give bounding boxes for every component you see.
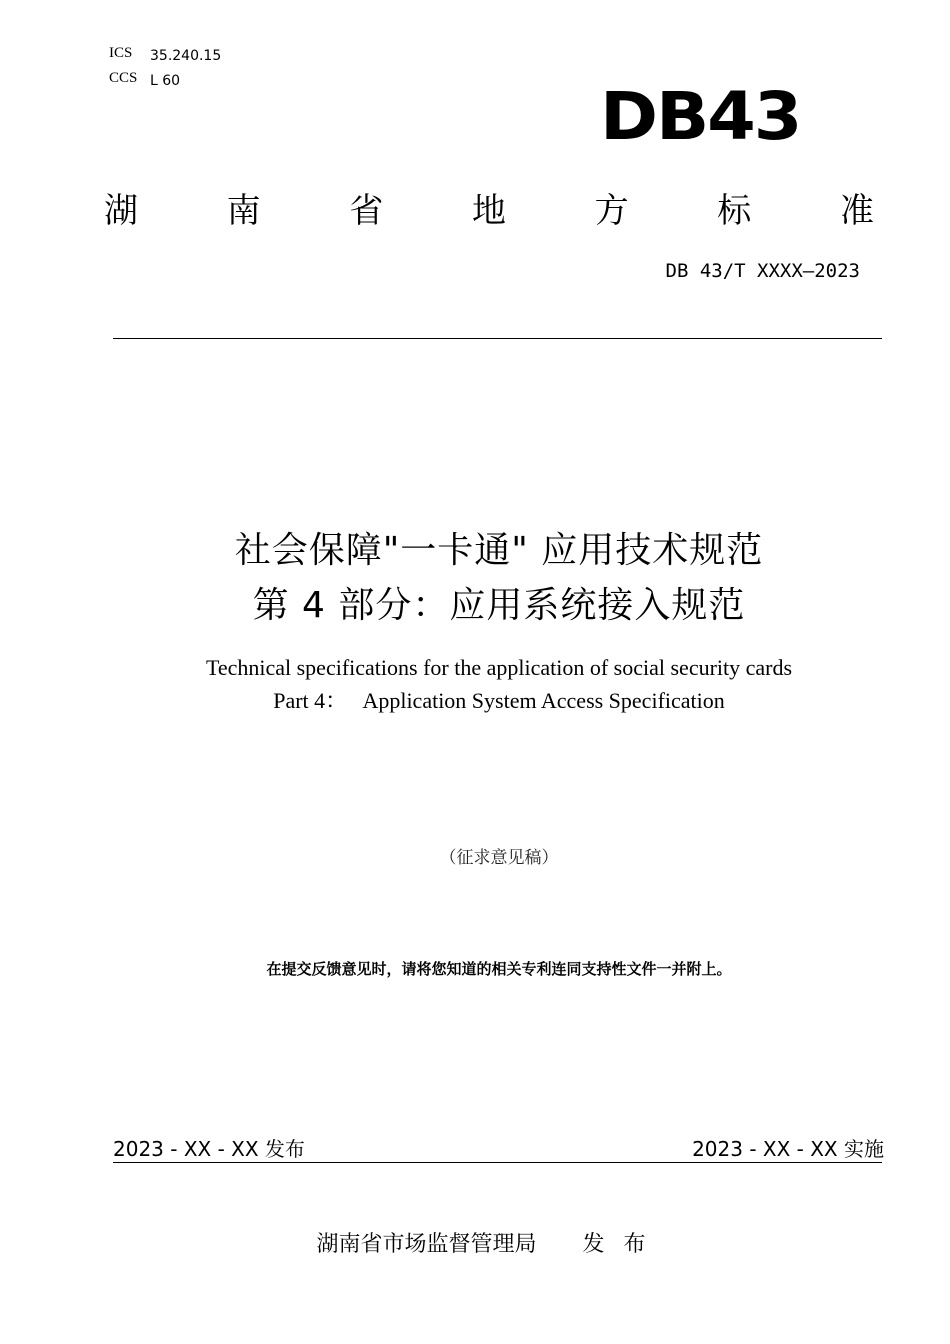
- standard-type-char: 准: [839, 191, 874, 231]
- standard-type-char: 标: [717, 191, 752, 231]
- title-cn-line1: 社会保障"一卡通" 应用技术规范: [234, 530, 764, 571]
- standard-type-char: 南: [226, 191, 261, 231]
- standard-type-char: 方: [594, 191, 629, 231]
- ics-label: ICS: [109, 45, 133, 61]
- publisher-name: 湖南省市场监督管理局: [316, 1232, 537, 1257]
- title-en-line1: Technical specifications for the application of social security cards: [205, 655, 793, 680]
- ics-value: 35.240.15: [150, 48, 222, 64]
- standard-type-char: 湖: [104, 191, 138, 231]
- publisher-action: 发 布: [582, 1232, 652, 1257]
- ccs-label: CCS: [109, 70, 138, 86]
- patent-notice: 在提交反馈意见时，请将您知道的相关专利连同支持性文件一并附上。: [266, 960, 732, 978]
- standard-type-title: [104, 183, 874, 232]
- publisher-line: [0, 1227, 950, 1258]
- db43-logo: DB43: [600, 78, 801, 155]
- standard-type-char: 地: [471, 191, 506, 231]
- standard-number: DB 43/T XXXX—2023: [665, 260, 860, 282]
- standard-type-char: 省: [349, 191, 384, 231]
- publish-date: 2023 - XX - XX 发布: [113, 1137, 305, 1161]
- title-cn-line2: 第 4 部分：应用系统接入规范: [252, 585, 746, 626]
- footer-divider: [113, 1162, 882, 1163]
- title-en-line2: Part 4： Application System Access Specification: [273, 688, 725, 713]
- draft-status: （征求意见稿）: [439, 848, 559, 867]
- implement-date: 2023 - XX - XX 实施: [692, 1137, 884, 1161]
- header-divider: [113, 338, 882, 339]
- ccs-value: L 60: [150, 73, 181, 89]
